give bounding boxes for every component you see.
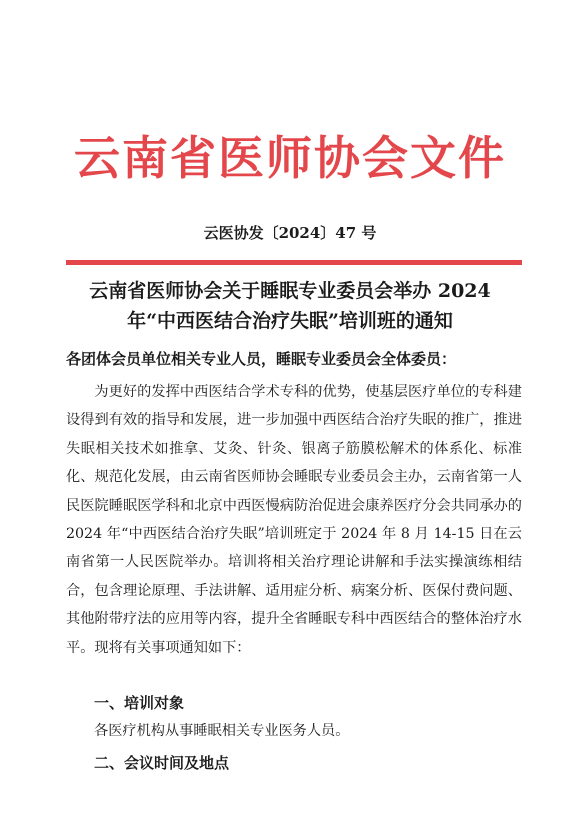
letterhead-title: 云南省医师协会文件 (74, 131, 506, 185)
red-divider (66, 260, 522, 265)
section-2-heading: 二、会议时间及地点 (94, 754, 230, 772)
document-number: 云医协发〔2024〕47 号 (203, 224, 377, 242)
notice-title-line-2: 年“中西医结合治疗失眠”培训班的通知 (127, 310, 453, 332)
notice-title-line-1: 云南省医师协会关于睡眠专业委员会举办 2024 (89, 280, 491, 302)
body-paragraph: 为更好的发挥中西医结合学术专科的优势，使基层医疗单位的专科建设得到有效的指导和发展，进一步加强中西医结合治疗失眠的推广，推进失眠相关技术如推拿、艾灸、针灸、银离子筋膜松解术的体系化、标准化、规范化发展，由云南省医师协会睡眠专业委员会主办，云南省第一人民医院睡眠医学科和北京中西医慢病防治促进会康养医疗分会共同承办的 2024 年“中西医结合治疗失眠”培训班定于 2024 年 8 月 14-15 日在云南省第一人民医院举办。培训将相关治疗理论讲解和手法实操演练相结合，包含理论原理、手法讲解、适用症分析、病案分析、医保付费问题、其他附带疗法的应用等内容，提升全省睡眠专科中西医结合的整体治疗水平。现将有关事项通知如下： (66, 384, 522, 656)
section-1-text: 各医疗机构从事睡眠相关专业医务人员。 (94, 723, 350, 739)
salutation: 各团体会员单位相关专业人员，睡眠专业委员会全体委员： (66, 350, 457, 368)
section-1-heading: 一、培训对象 (94, 694, 185, 712)
notice-title (40, 276, 540, 336)
